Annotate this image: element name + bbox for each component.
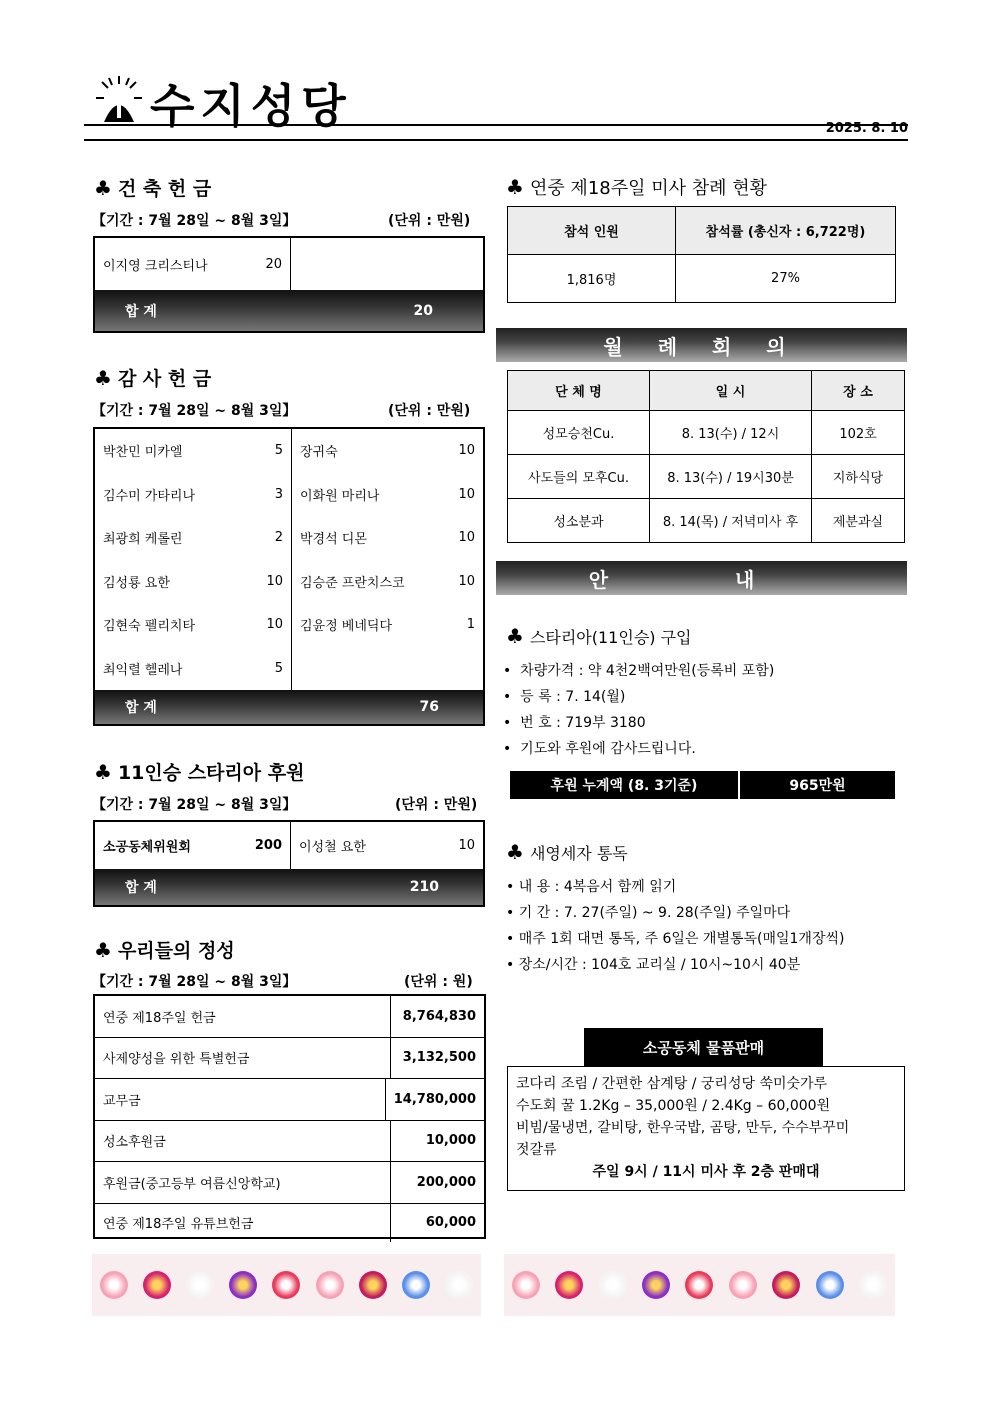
meeting-time: 8. 13(수) / 12시	[650, 411, 812, 455]
donor-name: 이지영 크리스티나	[103, 258, 208, 274]
flower-icon	[359, 1271, 387, 1299]
table-row	[95, 473, 291, 517]
table-row	[508, 371, 905, 411]
meeting-header-group: 단 체 명	[508, 371, 650, 411]
table-row	[292, 473, 483, 517]
flower-decoration-right	[504, 1254, 895, 1316]
donor-amount: 3	[274, 486, 283, 502]
flower-icon	[729, 1271, 757, 1299]
thanks-left-column	[95, 429, 292, 690]
thanks-table	[93, 427, 485, 726]
table-row	[95, 560, 291, 604]
attendance-count: 1,816명	[508, 255, 676, 303]
church-name: 수지성당	[150, 79, 352, 133]
table-row	[95, 1162, 484, 1204]
table-row	[95, 429, 291, 473]
flower-icon	[642, 1271, 670, 1299]
meeting-time: 8. 13(수) / 19시30분	[650, 455, 812, 499]
staria-period: 【기간 : 7월 28일 ~ 8월 3일】	[92, 797, 297, 813]
donor-amount: 10	[266, 617, 283, 633]
flower-icon	[143, 1271, 171, 1299]
table-row	[95, 647, 291, 691]
club-icon: ♣	[506, 840, 524, 864]
table-row	[95, 516, 291, 560]
list-item: • 기도와 후원에 감사드립니다.	[503, 741, 696, 757]
table-row	[292, 516, 483, 560]
table-row	[95, 238, 291, 290]
flower-icon	[555, 1271, 583, 1299]
donation-total-bar	[510, 771, 895, 799]
offering-title: ♣ 우리들의 정성	[94, 938, 235, 962]
offering-amount: 3,132,500	[402, 1050, 476, 1066]
sale-footer: 주일 9시 / 11시 미사 후 2층 판매대	[592, 1164, 820, 1180]
total-row	[95, 869, 483, 905]
meeting-place: 102호	[812, 411, 905, 455]
donor-name: 최광희 케롤린	[103, 532, 183, 548]
offering-amount: 10,000	[425, 1133, 476, 1149]
thanks-offering-title: ♣ 감 사 헌 금	[94, 366, 212, 390]
flower-icon	[186, 1271, 214, 1299]
flower-icon	[859, 1271, 887, 1299]
meeting-header-place: 장 소	[812, 371, 905, 411]
flower-icon	[445, 1271, 473, 1299]
donor-amount: 2	[274, 530, 283, 546]
total-value: 76	[419, 699, 439, 715]
club-icon: ♣	[94, 366, 112, 390]
offering-unit: (단위 : 원)	[404, 974, 473, 990]
donor-name: 이성철 요한	[299, 840, 366, 855]
donor-amount: 1	[466, 617, 475, 633]
thanks-unit: (단위 : 만원)	[388, 403, 471, 419]
donation-total-label: 후원 누계액 (8. 3기준)	[510, 771, 738, 799]
staria-donation-title: ♣ 11인승 스타리아 후원	[94, 760, 305, 784]
building-period: 【기간 : 7월 28일 ~ 8월 3일】	[92, 213, 297, 229]
flower-icon	[100, 1271, 128, 1299]
list-item: • 매주 1회 대면 통독, 주 6일은 개별통독(매일1개장씩)	[506, 931, 845, 947]
list-item: • 번 호 : 719부 3180	[503, 715, 646, 731]
building-unit: (단위 : 만원)	[388, 213, 471, 229]
flower-decoration-left	[92, 1254, 481, 1316]
sale-box	[507, 1066, 905, 1191]
donor-name: 이화원 마리나	[300, 488, 380, 504]
bible-reading-title: ♣ 새영세자 통독	[506, 840, 628, 864]
list-item: • 기 간 : 7. 27(주일) ~ 9. 28(주일) 주일마다	[506, 905, 791, 921]
flower-icon	[512, 1271, 540, 1299]
total-value: 20	[413, 302, 433, 319]
donor-name: 김현숙 펠리치타	[103, 619, 196, 635]
table-row	[508, 455, 905, 499]
empty-cell	[291, 238, 483, 290]
table-row	[95, 822, 291, 869]
sale-line: 수도회 꿀 1.2Kg – 35,000원 / 2.4Kg – 60,000원	[516, 1098, 831, 1114]
church-logo-icon	[94, 74, 144, 124]
staria-purchase-title: ♣ 스타리아(11인승) 구입	[506, 624, 692, 648]
donor-amount: 200	[254, 838, 282, 853]
donor-amount: 10	[458, 443, 475, 459]
flower-icon	[772, 1271, 800, 1299]
donor-name: 김수미 가타리나	[103, 488, 196, 504]
issue-date: 2025. 8. 10	[825, 121, 908, 136]
donor-name: 김승준 프란치스코	[300, 575, 405, 591]
offering-period: 【기간 : 7월 28일 ~ 8월 3일】	[92, 974, 297, 990]
sale-title: 소공동체 물품판매	[584, 1028, 823, 1066]
club-icon: ♣	[94, 760, 112, 784]
meeting-group: 사도들의 모후Cu.	[508, 455, 650, 499]
table-row	[292, 429, 483, 473]
total-label: 합 계	[125, 303, 157, 320]
list-item: • 차량가격 : 약 4천2백여만원(등록비 포함)	[503, 663, 775, 679]
offering-label: 후원금(중고등부 여름신앙학교)	[95, 1162, 391, 1203]
donor-name: 장귀숙	[300, 445, 338, 461]
donor-name: 최익렬 헬레나	[103, 662, 183, 678]
attendance-header-count: 참석 인원	[508, 207, 676, 255]
flower-icon	[229, 1271, 257, 1299]
attendance-rate: 27%	[676, 255, 896, 303]
flower-icon	[316, 1271, 344, 1299]
meeting-group: 성모승천Cu.	[508, 411, 650, 455]
table-row	[292, 603, 483, 647]
sale-line: 비빔/물냉면, 갈비탕, 한우국밥, 곰탕, 만두, 수수부꾸미	[516, 1120, 850, 1136]
meeting-group: 성소분과	[508, 499, 650, 543]
offering-label: 교무금	[95, 1079, 386, 1120]
offering-table	[93, 994, 486, 1239]
notice-banner: 안 내	[496, 561, 907, 595]
offering-label: 사제양성을 위한 특별헌금	[95, 1038, 391, 1079]
club-icon: ♣	[94, 938, 112, 962]
donor-amount: 10	[266, 573, 283, 589]
total-row	[95, 290, 483, 331]
offering-amount: 200,000	[416, 1174, 476, 1190]
offering-label: 연중 제18주일 유튜브헌금	[95, 1204, 391, 1242]
thanks-period: 【기간 : 7월 28일 ~ 8월 3일】	[92, 403, 297, 419]
donor-amount: 5	[274, 443, 283, 459]
donor-name: 박찬민 미카엘	[103, 445, 183, 461]
table-row	[95, 996, 484, 1038]
table-row	[95, 1121, 484, 1163]
donor-amount: 10	[458, 838, 475, 853]
donor-amount: 10	[458, 486, 475, 502]
meeting-banner: 월 례 회 의	[496, 328, 907, 362]
sale-line: 코다리 조림 / 간편한 삼계탕 / 궁리성당 쑥미숫가루	[516, 1076, 828, 1092]
club-icon: ♣	[506, 175, 524, 199]
meeting-place: 지하식당	[812, 455, 905, 499]
offering-amount: 14,780,000	[393, 1091, 476, 1107]
table-row	[508, 207, 896, 255]
table-row	[95, 1079, 484, 1121]
bible-reading-list	[506, 876, 906, 980]
table-row	[508, 255, 896, 303]
meeting-table	[507, 370, 905, 543]
table-row	[95, 1038, 484, 1080]
donor-amount: 10	[458, 573, 475, 589]
staria-unit: (단위 : 만원)	[395, 797, 478, 813]
flower-icon	[816, 1271, 844, 1299]
table-row	[508, 499, 905, 543]
header-rule-bottom	[84, 139, 908, 141]
donation-total-value: 965만원	[740, 771, 895, 799]
total-label: 합 계	[125, 700, 157, 716]
flower-icon	[272, 1271, 300, 1299]
attendance-header-rate: 참석률 (총신자 : 6,722명)	[676, 207, 896, 255]
meeting-time: 8. 14(목) / 저녁미사 후	[650, 499, 812, 543]
donor-name: 김윤정 베네딕다	[300, 619, 393, 635]
sale-line: 젓갈류	[516, 1142, 557, 1158]
donor-name: 박경석 디몬	[300, 532, 367, 548]
flower-icon	[685, 1271, 713, 1299]
header-rule-top	[84, 124, 908, 126]
list-item: • 장소/시간 : 104호 교리실 / 10시~10시 40분	[506, 957, 801, 973]
offering-amount: 60,000	[425, 1215, 476, 1230]
total-label: 합 계	[125, 880, 157, 896]
list-item: • 등 록 : 7. 14(월)	[503, 689, 626, 705]
list-item: • 내 용 : 4복음서 함께 읽기	[506, 879, 677, 895]
flower-icon	[599, 1271, 627, 1299]
total-value: 210	[409, 879, 439, 895]
table-row	[291, 822, 483, 869]
staria-table	[93, 820, 485, 907]
donor-amount: 10	[458, 530, 475, 546]
table-row	[508, 411, 905, 455]
meeting-place: 제분과실	[812, 499, 905, 543]
offering-label: 성소후원금	[95, 1121, 391, 1162]
club-icon: ♣	[94, 176, 112, 200]
donor-name: 김성룡 요한	[103, 575, 170, 591]
total-row	[95, 690, 483, 724]
building-offering-title: ♣ 건 축 헌 금	[94, 176, 212, 200]
donor-amount: 20	[265, 256, 282, 272]
staria-purchase-list	[503, 660, 903, 764]
building-table	[93, 236, 485, 333]
offering-amount: 8,764,830	[402, 1008, 476, 1024]
attendance-table	[507, 206, 896, 303]
flower-icon	[402, 1271, 430, 1299]
donor-amount: 5	[274, 660, 283, 676]
thanks-right-column	[292, 429, 483, 690]
offering-label: 연중 제18주일 헌금	[95, 996, 391, 1037]
meeting-header-time: 일 시	[650, 371, 812, 411]
table-row	[292, 560, 483, 604]
table-row	[95, 1204, 484, 1242]
table-row	[95, 603, 291, 647]
donor-name: 소공동체위원회	[103, 840, 191, 855]
club-icon: ♣	[506, 624, 524, 648]
attendance-title: ♣ 연중 제18주일 미사 참례 현황	[506, 175, 767, 199]
